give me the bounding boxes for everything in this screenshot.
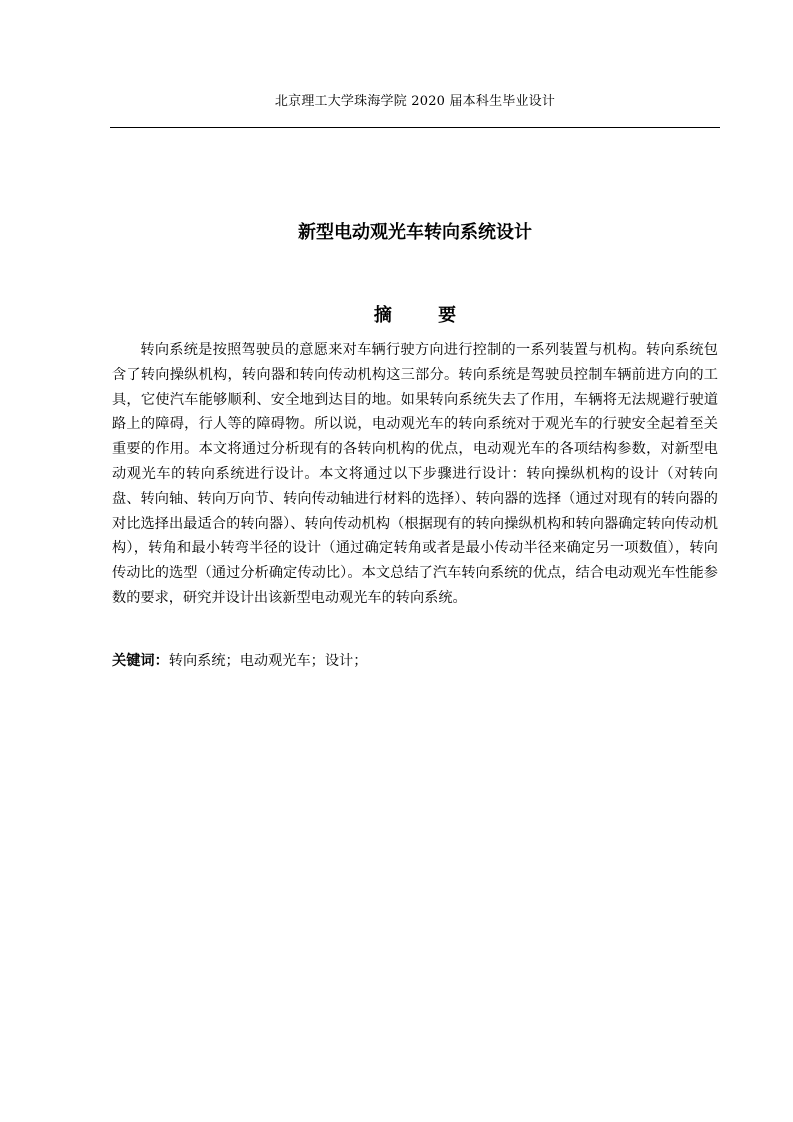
abstract-body: 转向系统是按照驾驶员的意愿来对车辆行驶方向进行控制的一系列装置与机构。转向系统包含了转向操纵机构，转向器和转向传动机构这三部分。转向系统是驾驶员控制车辆前进方向的工具，它使汽车能够顺利、安全地到达目的地。如果转向系统失去了作用，车辆将无法规避行驶道路上的障碍，行人等的障碍物。所以说，电动观光车的转向系统对于观光车的行驶安全起着至关重要的作用。本文将通过分析现有的各转向机构的优点，电动观光车的各项结构参数，对新型电动观光车的转向系统进行设计。本文将通过以下步骤进行设计：转向操纵机构的设计（对转向盘、转向轴、转向万向节、转向传动轴进行材料的选择）、转向器的选择（通过对现有的转向器的对比选择出最适合的转向器）、转向传动机构（根据现有的转向操纵机构和转向器确定转向传动机构），转角和最小转弯半径的设计（通过确定转角或者是最小传动半径来确定另一项数值），转向传动比的选型（通过分析确定传动比）。本文总结了汽车转向系统的优点，结合电动观光车性能参数的要求，研究并设计出该新型电动观光车的转向系统。 (112, 342, 718, 606)
abstract-heading: 摘 要 (373, 305, 477, 326)
keywords-label: 关键词： (112, 653, 169, 669)
header-divider (110, 127, 720, 128)
document-title: 新型电动观光车转向系统设计 (298, 222, 532, 243)
keywords-line (112, 649, 718, 674)
keywords-value: 转向系统；电动观光车；设计； (168, 653, 368, 669)
page-header: 北京理工大学珠海学院 2020 届本科生毕业设计 (274, 94, 556, 109)
